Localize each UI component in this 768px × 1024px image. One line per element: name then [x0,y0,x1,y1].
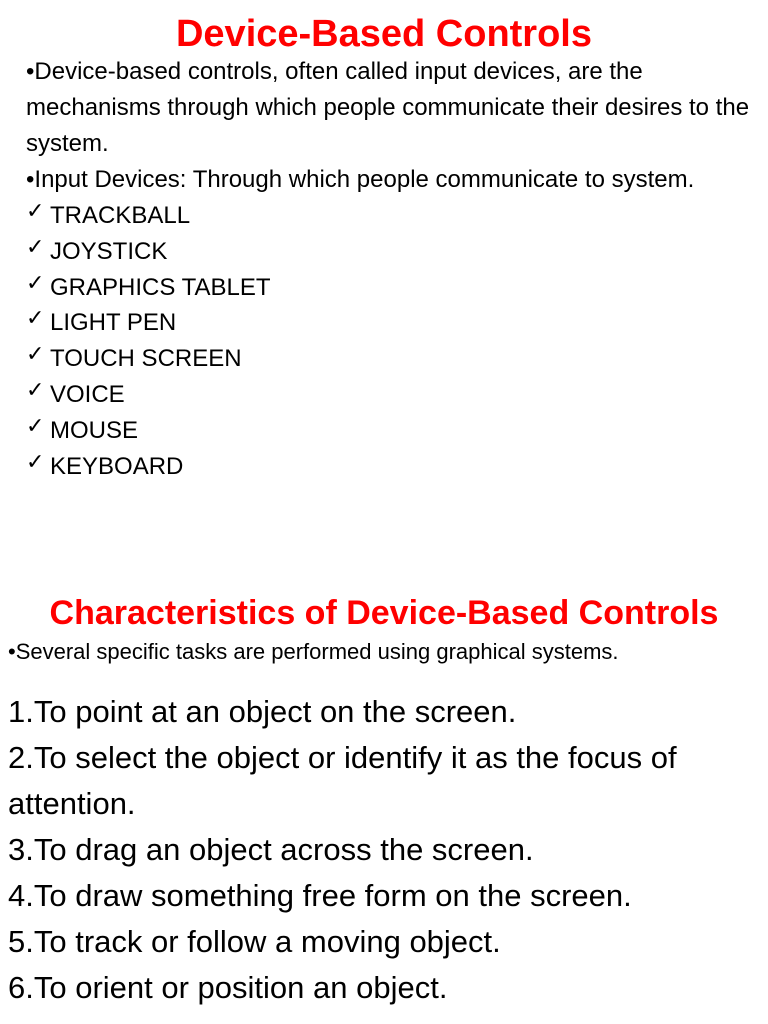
device-label: LIGHT PEN [50,309,177,337]
slide-body [0,54,768,484]
device-label: JOYSTICK [50,237,168,265]
task-item: 5.To track or follow a moving object. [8,924,501,959]
task-list [0,689,768,1011]
bullet-paragraph: •Input Devices: Through which people communicate to system. [26,166,695,193]
device-list-item [26,270,768,306]
task-item: 3.To drag an object across the screen. [8,832,534,867]
device-label: VOICE [50,380,125,408]
checkmark-icon: ✓ [26,234,45,260]
slide-device-based-controls [0,0,768,484]
checkmark-icon: ✓ [26,199,45,224]
device-label: GRAPHICS TABLET [50,273,271,301]
task-item: 1.To point at an object on the screen. [8,694,517,729]
slide-title: Device-Based Controls [175,13,592,55]
intro-bullet: •Several specific tasks are performed using graphical systems. [8,639,619,664]
task-item: 6.To orient or position an object. [8,970,448,1005]
bullet-paragraph: •Device-based controls, often called input devices, are the mechanisms through which people communicate their desires to the system. [26,58,750,157]
device-list-item [26,305,768,341]
task-item: 4.To draw something free form on the screen. [8,878,632,913]
device-label: TRACKBALL [50,202,191,229]
device-label: MOUSE [50,416,139,444]
checkmark-icon: ✓ [26,413,45,439]
checkmark-icon: ✓ [26,306,45,332]
checkmark-icon: ✓ [26,270,45,296]
device-list-item [26,413,768,449]
device-list-item [26,449,768,485]
checkmark-icon: ✓ [26,449,45,475]
device-list-item [26,234,768,270]
checkmark-icon: ✓ [26,377,45,403]
device-label: KEYBOARD [50,452,184,480]
device-label: TOUCH SCREEN [50,345,242,373]
slide-characteristics [0,590,768,1011]
device-list-item [26,377,768,413]
checkmark-icon: ✓ [26,342,45,368]
device-list-item [26,341,768,377]
task-item: 2.To select the object or identify it as the focus of attention. [8,740,677,821]
device-list-item [26,198,768,234]
slide-title: Characteristics of Device-Based Controls [49,594,719,632]
